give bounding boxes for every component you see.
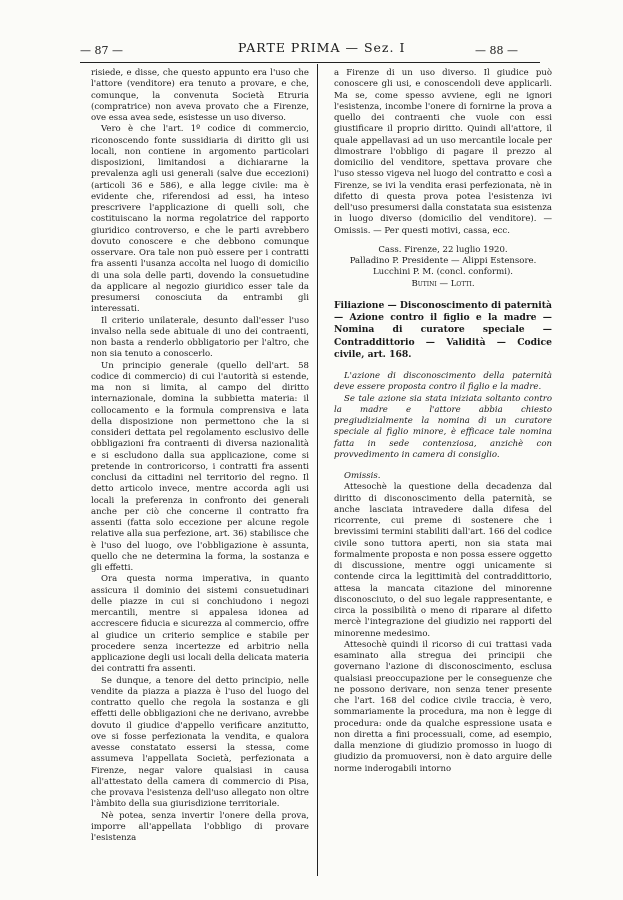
massima-paragraph: Se tale azione sia stata iniziata soltanto contro la madre e l'attore abbia chiesto pregiudizialmente la nomina di un curatore speciale al figlio minore, è efficace tale nomina fatta in sede contenziosa, anzichè con provvedimento in camera di consiglio. bbox=[334, 393, 552, 460]
paragraph: a Firenze di un uso diverso. Il giudice può conoscere gli usi, e conoscendoli deve applicarli. Ma se, come spesso avviene, egli ne ignori l'esistenza, incombe l'onere di fornirne la prova a quello dei contraenti che vuole con essi giustificare il proprio diritto. Quindi all'attore, il quale appellavasi ad un uso mercantile locale per dimostrare l'obbligo di pagare il prezzo al domicilio del venditore, spettava provare che l'uso stesso vigeva nel luogo del contratto e così a Firenze, se ivi la vendita erasi perfezionata, nè in difetto di questa prova potea l'esistenza ivi dell'uso presumersi dalla constatata sua esistenza in luogo diverso (domicilio del venditore). — Omissis. — Per questi motivi, cassa, ecc. bbox=[334, 68, 552, 236]
page-number-right: — 88 — bbox=[475, 44, 518, 57]
case-headnote-title: Filiazione — Disconoscimento di paternità — Azione contro il figlio e la madre — Nomina di curatore speciale — Contraddittorio — Validità — Codice civile, art. 168. bbox=[334, 299, 552, 360]
paragraph: Il criterio unilaterale, desunto dall'esser l'uso invalso nella sede abituale di uno dei contraenti, non basta a renderlo obbligatorio per l'altro, che non sia tenuto a conoscerlo. bbox=[91, 315, 309, 360]
omissis-label: Omissis. bbox=[344, 471, 381, 482]
paragraph: Nè potea, senza invertir l'onere della prova, imporre all'appellata l'obbligo di provare l'esistenza bbox=[91, 810, 309, 843]
paragraph: Se dunque, a tenore del detto principio, nelle vendite da piazza a piazza è l'uso del luogo del contratto quello che regola la sostanza e gli effetti delle obbligazioni che ne derivano, avrebbe dovuto il giudice d'appello verificare anzitutto, ove si fosse perfezionata la vendita, e qualora avesse constatato essersi la stessa, come assumeva l'appellata Società, perfezionata a Firenze, negar valore qualsiasi in causa all'attestato della camera di commercio di Pisa, che provava l'esistenza dell'uso allegato non oltre l'àmbito della sua giurisdizione territoriale. bbox=[91, 675, 309, 810]
judges-line: Palladino P. Presidente — Alippi Estensore. bbox=[349, 256, 537, 266]
running-title: PARTE PRIMA — Sez. I bbox=[238, 40, 406, 55]
column-divider bbox=[317, 64, 318, 876]
page-number-left: — 87 — bbox=[80, 44, 123, 57]
paragraph: risiede, e disse, che questo appunto era l'uso che l'attore (venditore) era tenuto a provare, e che, comunque, la convenuta Società Etruria (compratrice) non aveva provato che a Firenze, ove essa avea sede, esistesse un uso diverso. bbox=[91, 68, 309, 123]
paragraph: Un principio generale (quello dell'art. 58 codice di commercio) di cui l'autorità si estende, ma non si limita, al campo del diritto internazionale, domina la subbietta materia: il collocamento e la formula comprensiva e lata della disposizione non permettono che la si consideri dettata pel regolamento esclusivo delle obbligazioni fra contraenti di diversa nazionalità e si escludono dalla sua applicazione, come si pretende in controricorso, i contratti fra assenti conclusi da cittadini nel territorio del regno. Il detto articolo invece, mentre accorda agli usi locali la preferenza in confronto dei generali anche per ciò che concerne il contratto fra assenti (fatta solo eccezione per alcune regole relative alla sua perfezione, art. 36) stabilisce che è l'uso del luogo, ove l'obbligazione è assunta, quello che ne determina la forma, la sostanza e gli effetti. bbox=[91, 360, 309, 573]
paragraph: Attesochè la questione della decadenza dal diritto di disconoscimento della paternità, se anche lasciata intravedere dalla difesa del ricorrente, cui preme di sostenere che i brevissimi termini stabiliti dall'art. 166 del codice civile sono tuttora aperti, non sia stata mai formalmente proposta e non possa essere oggetto di discussione, mentre oggi unicamente si contende circa la legittimità del contraddittorio, attesa la mancata citazione del minorenne disconosciuto, o del suo legale rappresentante, e circa la possibilità o meno di riparare al difetto mercè l'integrazione del giudizio nei rapporti del minorenne medesimo. bbox=[334, 482, 552, 639]
paragraph: Ora questa norma imperativa, in quanto assicura il dominio dei sistemi consuetudinari delle piazze in cui si conchiudono i negozi mercantili, mentre si appalesa idonea ad accrescere fiducia e sicurezza al commercio, offre al giudice un criterio semplice e stabile per procedere senza incertezze ed arbitrio nella applicazione degli usi locali della delicata materia dei contratti fra assenti. bbox=[91, 574, 309, 675]
left-column bbox=[91, 68, 309, 844]
paragraph: Attesochè quindi il ricorso di cui trattasi vada esaminato alla stregua dei principii che governano l'azione di disconoscimento, esclusa qualsiasi preoccupazione per le conseguenze che ne possono derivare, non senza tener presente che l'art. 168 del codice civile traccia, è vero, sommariamente la procedura, ma non è legge di procedura: onde da qualche espressione usata e non diretta a fini processuali, come, ad esempio, dalla menzione di giudizio promosso in luogo di giudizio da promuoversi, non è dato arguire delle norme inderogabili intorno bbox=[334, 639, 552, 774]
massima-paragraph: L'azione di disconoscimento della paternità deve essere proposta contro il figlio e la madre. bbox=[334, 371, 552, 393]
court-citation: Cass. Firenze, 22 luglio 1920. bbox=[378, 244, 508, 255]
prosecutor-line: Lucchini P. M. (concl. conformi). bbox=[372, 267, 514, 278]
right-column bbox=[334, 68, 552, 775]
header-rule bbox=[80, 62, 540, 63]
parties-line: Butini — Lotti. bbox=[411, 278, 475, 289]
paragraph: Vero è che l'art. 1º codice di commercio, riconoscendo fonte sussidiaria di diritto gli usi locali, non contiene in argomento particolari disposizioni, limitandosi a dichiararne la prevalenza agli usi generali (salve due eccezioni) (articoli 36 e 586), e alla legge civile: ma è evidente che, riferendosi ad essi, ha inteso prescrivere l'applicazione di quelli soli, che costituiscano la norma regolatrice del rapporto giuridico controverso, e che le parti avrebbero dovuto conoscere e che debbono comunque osservare. Ora tale non può essere per i contratti fra assenti l'usanza accolta nel luogo di domicilio di una sola delle parti, dovendo la consuetudine da applicare al negozio giuridico esser tale da presumersi conosciuta da entrambi gli interessati. bbox=[91, 124, 309, 315]
